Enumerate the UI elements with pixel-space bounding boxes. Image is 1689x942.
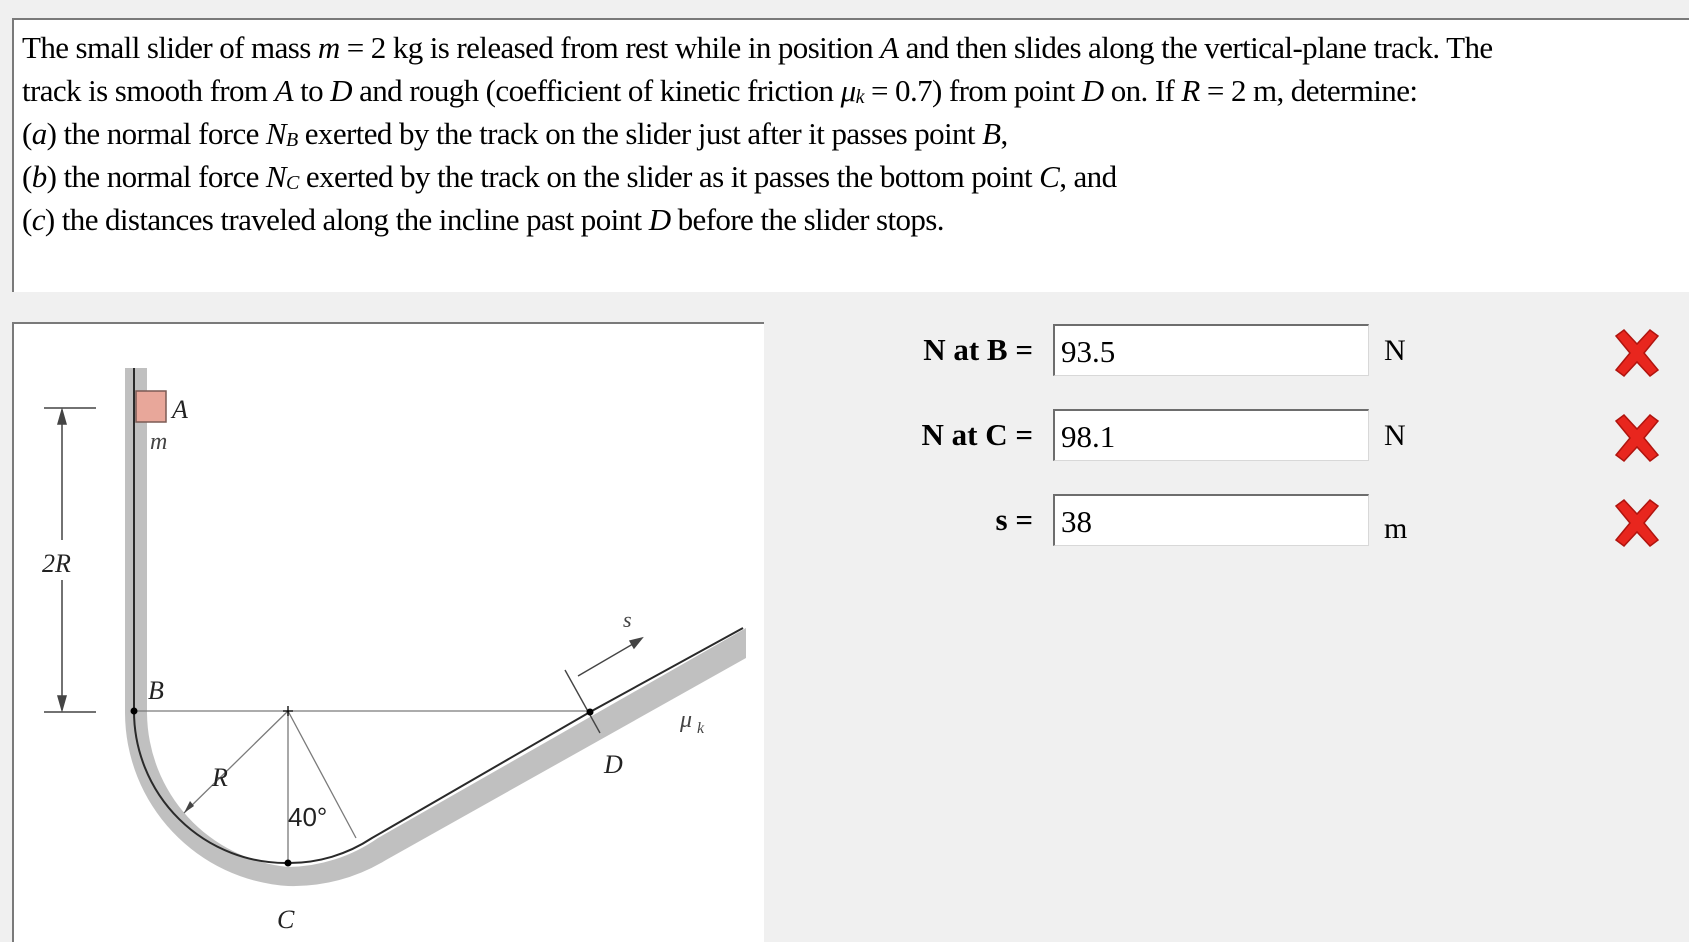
label-2r: 2R bbox=[42, 549, 71, 578]
n-at-b-input[interactable] bbox=[1053, 324, 1369, 376]
label-d: D bbox=[604, 750, 623, 779]
answer-label-n-at-c: N at C = bbox=[921, 417, 1033, 452]
n-at-c-input[interactable] bbox=[1053, 409, 1369, 461]
answer-label-n-at-b: N at B = bbox=[923, 332, 1033, 367]
answer-row-s bbox=[0, 494, 1689, 550]
answer-unit-n-at-b: N bbox=[1384, 334, 1406, 367]
problem-line-3: (a) the normal force $N_B$ exerted by the track on the slider just after it passes point B, bbox=[22, 116, 1008, 151]
incorrect-x-icon bbox=[1610, 411, 1664, 465]
answer-label-s: s = bbox=[995, 502, 1033, 537]
label-m: m bbox=[150, 429, 168, 455]
label-r: R bbox=[212, 763, 228, 792]
label-mu: μ bbox=[680, 707, 693, 733]
answer-unit-n-at-c: N bbox=[1384, 419, 1406, 452]
label-mu-sub: k bbox=[697, 720, 705, 737]
label-c: C bbox=[277, 905, 295, 934]
label-a: A bbox=[172, 395, 188, 424]
label-angle: 40° bbox=[288, 802, 328, 832]
label-s: s bbox=[623, 607, 632, 632]
answer-unit-s: m bbox=[1384, 512, 1408, 545]
problem-line-5: (c) the distances traveled along the incline past point D before the slider stops. bbox=[22, 202, 944, 237]
problem-line-4: (b) the normal force $N_C$ exerted by the track on the slider as it passes the bottom point C, and bbox=[22, 159, 1117, 194]
answer-row-n-at-b bbox=[0, 324, 1689, 380]
s-input[interactable] bbox=[1053, 494, 1369, 546]
label-b: B bbox=[148, 676, 164, 705]
problem-line-2: track is smooth from A to D and rough (coefficient of kinetic friction $\mu_k = 0.7$) from point D on. If R = 2 m, determine: bbox=[22, 73, 1418, 108]
incorrect-x-icon bbox=[1610, 326, 1664, 380]
answer-row-n-at-c bbox=[0, 409, 1689, 465]
incorrect-x-icon bbox=[1610, 496, 1664, 550]
problem-line-1: The small slider of mass m = 2 kg is released from rest while in position A and then slides along the vertical-plane track. The bbox=[22, 30, 1493, 65]
